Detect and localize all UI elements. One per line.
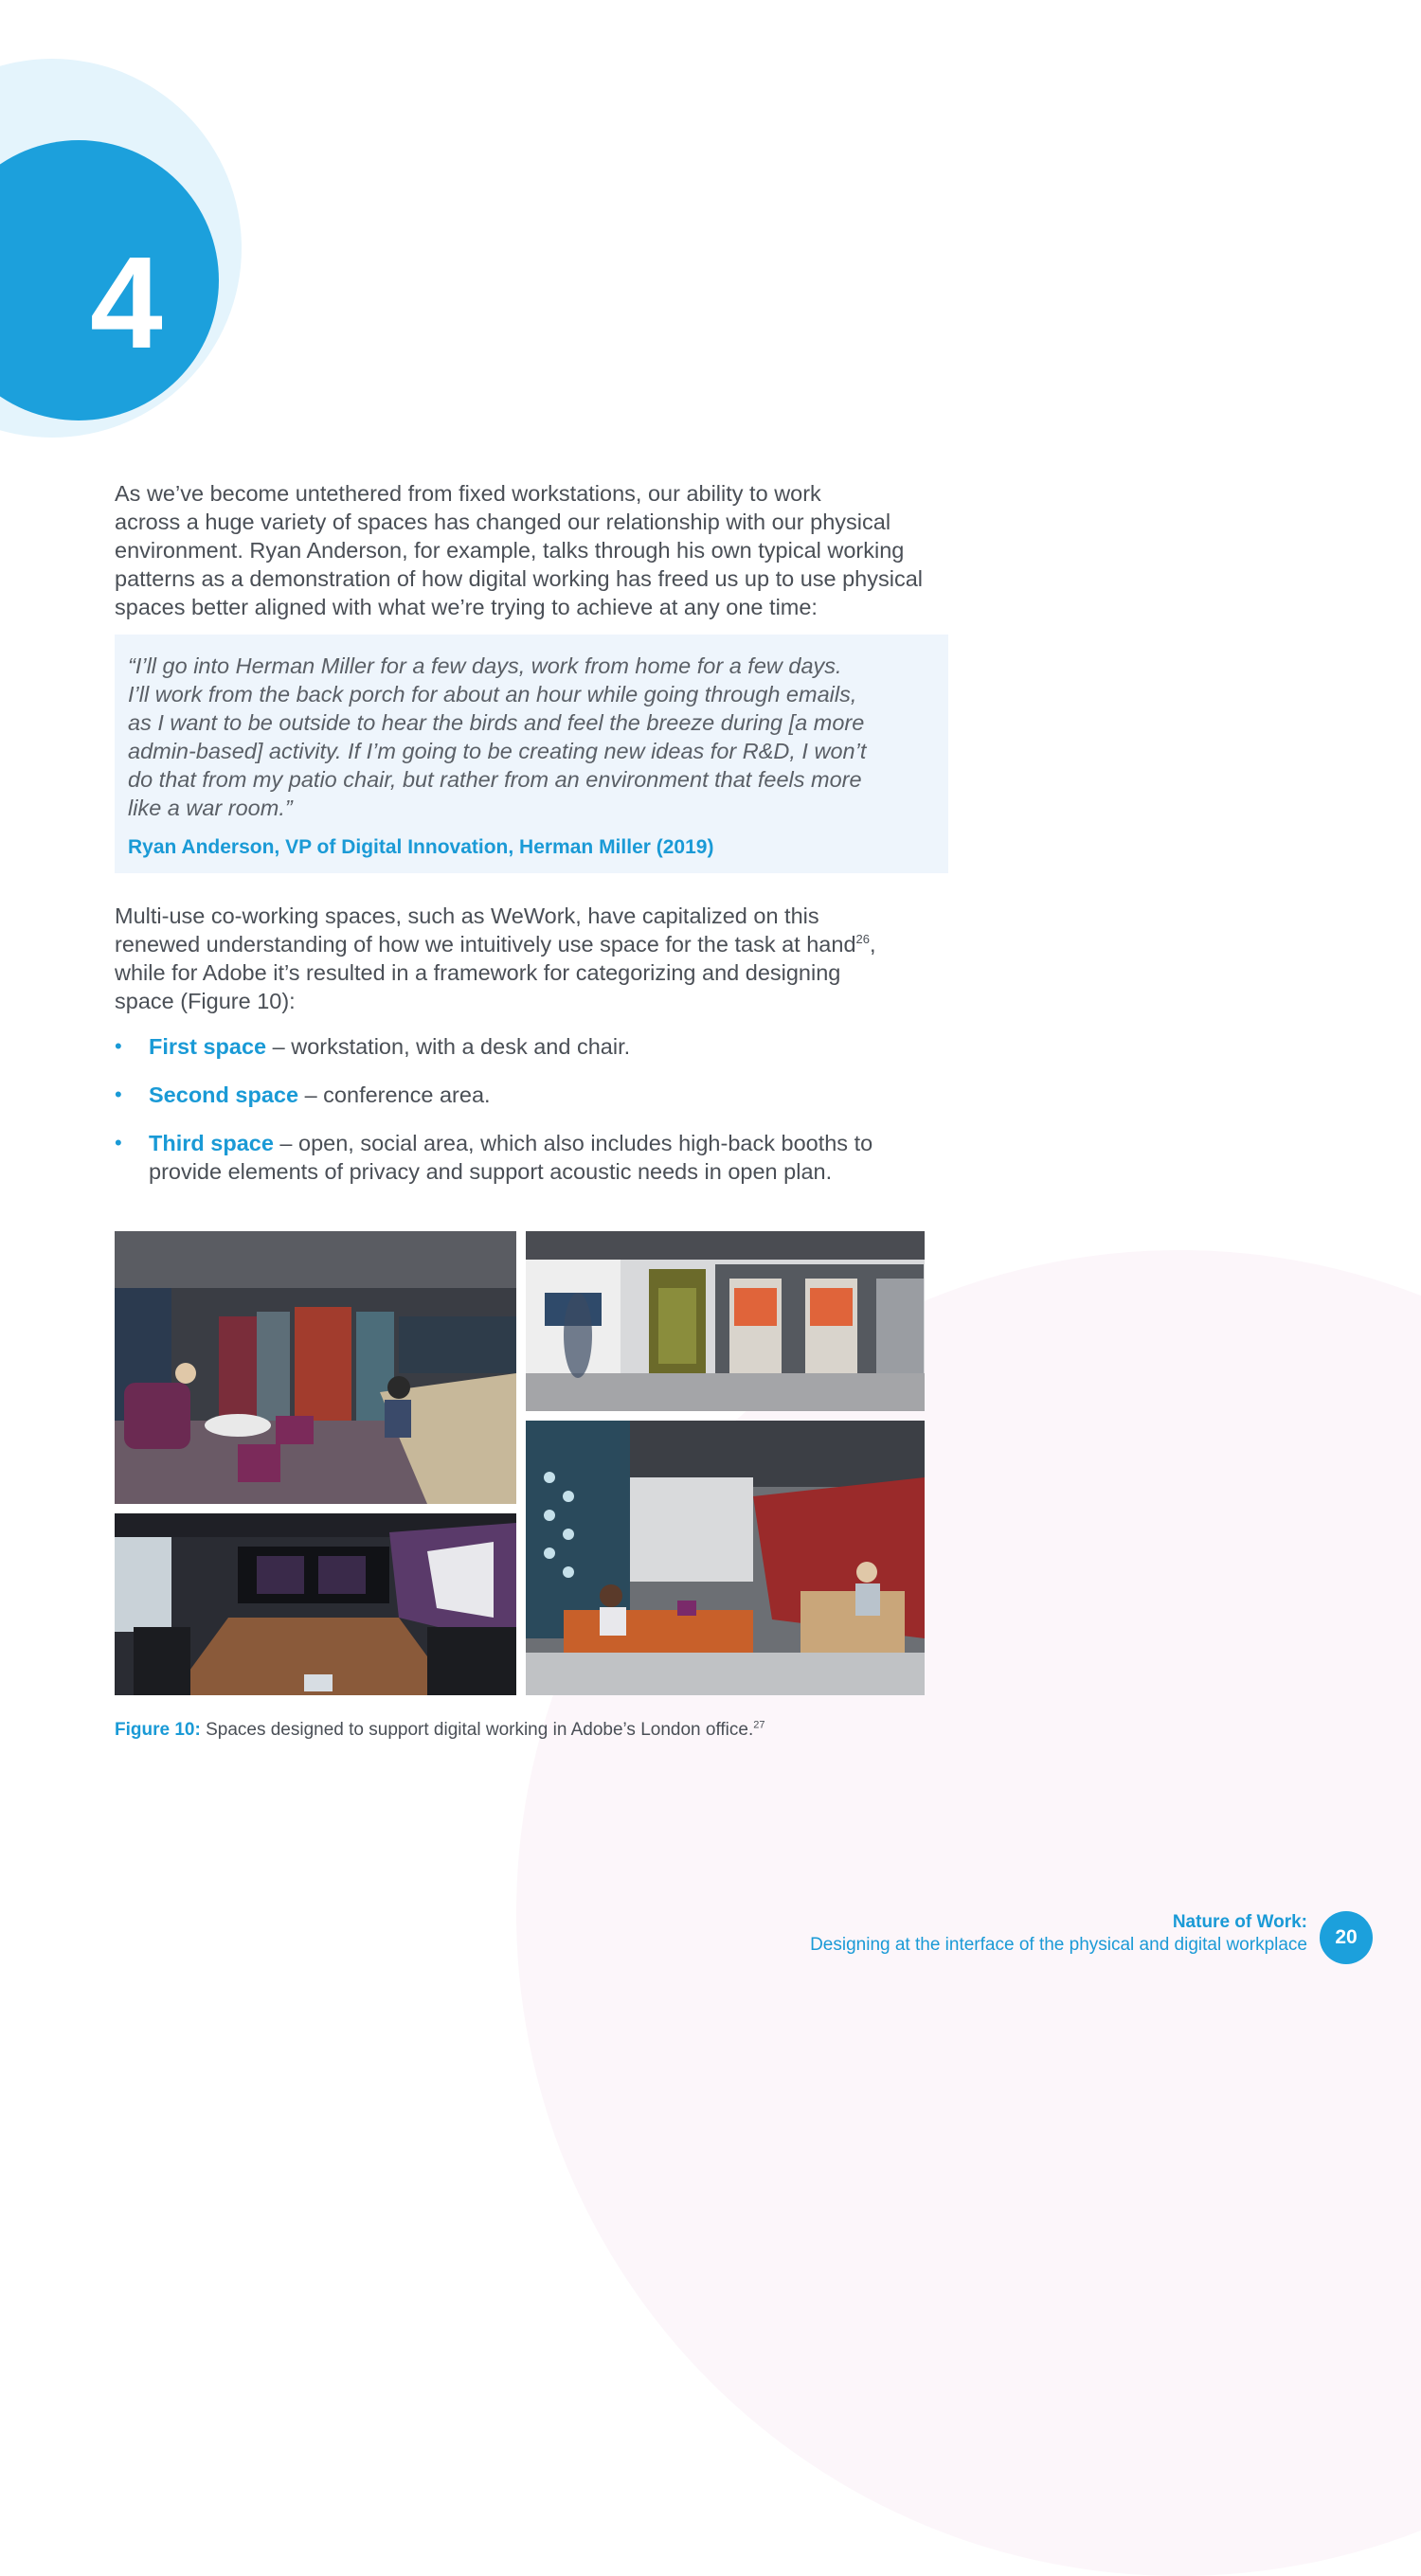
- quote-attribution: Ryan Anderson, VP of Digital Innovation, Herman Miller (2019): [128, 836, 714, 858]
- intro-line: spaces better aligned with what we’re trying to achieve at any one time:: [115, 595, 818, 619]
- main-content: [115, 479, 948, 1206]
- intro-line: across a huge variety of spaces has changed our relationship with our physical: [115, 510, 891, 534]
- photo-social-area: [526, 1421, 925, 1695]
- photo-corridor: [526, 1231, 925, 1411]
- quote-line: “I’ll go into Herman Miller for a few days, work from home for a few days.: [128, 653, 842, 678]
- intro-line: As we’ve become untethered from fixed workstations, our ability to work: [115, 481, 821, 506]
- quote-line: like a war room.”: [128, 796, 293, 820]
- bullet-icon: •: [115, 1082, 122, 1106]
- caption-text: Spaces designed to support digital working in Adobe’s London office.: [200, 1720, 754, 1740]
- figure-caption: [115, 1719, 765, 1742]
- quote-text: [128, 652, 935, 822]
- space-list: [115, 1032, 948, 1186]
- footer-title: Nature of Work:: [1172, 1912, 1307, 1932]
- body-paragraph: [115, 902, 948, 1015]
- bullet-term: Third space: [149, 1131, 274, 1155]
- list-item: [115, 1081, 948, 1109]
- body-line: Multi-use co-working spaces, such as WeWork, have capitalized on this: [115, 903, 819, 928]
- body-line: renewed understanding of how we intuitively use space for the task at hand$^{26}$,: [115, 932, 876, 957]
- quote-box: [115, 635, 948, 873]
- bullet-icon: •: [115, 1034, 122, 1058]
- page-number: 20: [1320, 1911, 1373, 1964]
- photo-conference-room: [115, 1513, 516, 1695]
- bullet-term: Second space: [149, 1082, 299, 1107]
- footnote-ref[interactable]: 26: [855, 932, 870, 947]
- intro-line: environment. Ryan Anderson, for example, talks through his own typical working: [115, 538, 905, 563]
- caption-label: Figure 10:: [115, 1720, 201, 1740]
- body-line: space (Figure 10):: [115, 989, 296, 1013]
- footnote-ref[interactable]: 27: [753, 1719, 765, 1731]
- footer-subtitle: Designing at the interface of the physical and digital workplace: [810, 1935, 1307, 1955]
- chapter-number: 4: [90, 230, 163, 376]
- bullet-text: – conference area.: [298, 1082, 491, 1107]
- list-item: [115, 1129, 948, 1186]
- bullet-text: – workstation, with a desk and chair.: [266, 1034, 631, 1059]
- bullet-term: First space: [149, 1034, 267, 1059]
- intro-line: patterns as a demonstration of how digital working has freed us up to use physical: [115, 566, 924, 591]
- bullet-icon: •: [115, 1131, 122, 1154]
- quote-line: I’ll work from the back porch for about an hour while going through emails,: [128, 682, 857, 707]
- intro-paragraph: [115, 479, 948, 621]
- photo-lounge: [115, 1231, 516, 1504]
- photo-collage: [115, 1231, 934, 1695]
- quote-line: as I want to be outside to hear the birds and feel the breeze during [a more: [128, 710, 865, 735]
- quote-line: admin-based] activity. If I’m going to be creating new ideas for R&D, I won’t: [128, 739, 867, 763]
- list-item: [115, 1032, 948, 1061]
- footer: [810, 1911, 1307, 1957]
- body-line: while for Adobe it’s resulted in a framework for categorizing and designing: [115, 960, 841, 985]
- quote-line: do that from my patio chair, but rather from an environment that feels more: [128, 767, 862, 792]
- bullet-text: – open, social area, which also includes high-back booths to provide elements of privacy and support acoustic needs in open plan.: [149, 1131, 873, 1184]
